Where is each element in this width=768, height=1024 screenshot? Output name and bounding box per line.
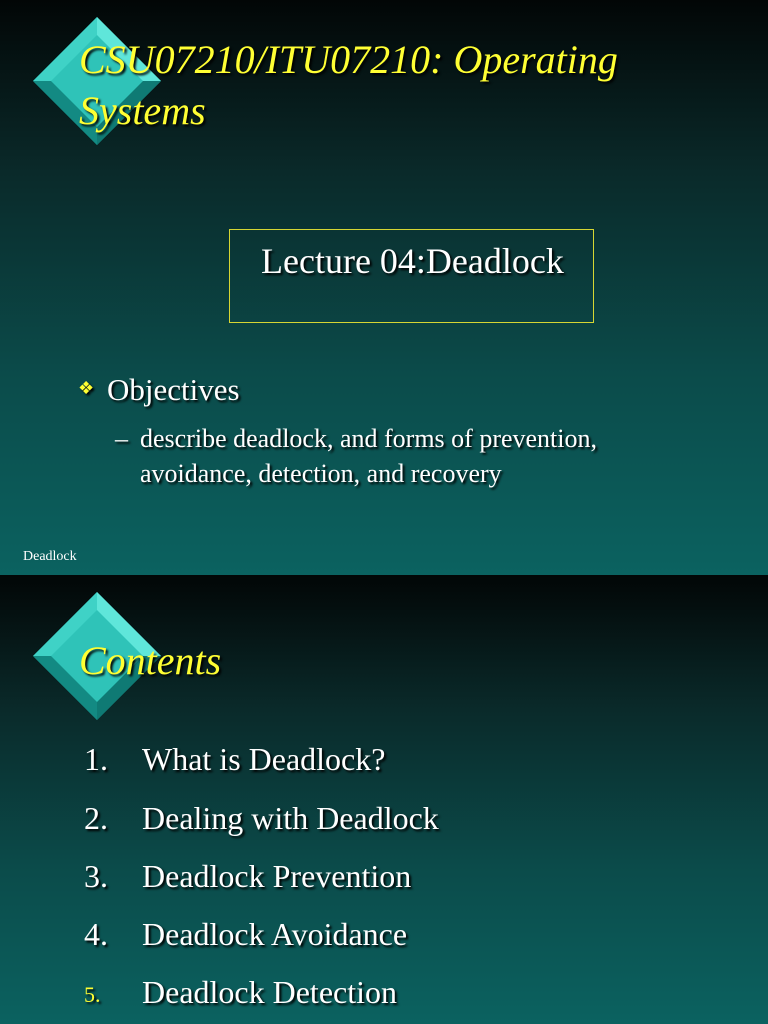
title-line-2: Systems	[79, 88, 206, 133]
slide-title-heading	[79, 34, 618, 136]
list-item-label: Dealing with Deadlock	[142, 800, 439, 836]
objectives-text: Objectives	[107, 372, 240, 407]
sub-bullet-marker: –	[115, 424, 128, 453]
lecture-box	[229, 229, 594, 323]
diamond-bullet-icon: ❖	[78, 378, 95, 398]
list-item-number: 4.	[84, 916, 108, 952]
contents-title: Contents	[79, 638, 222, 683]
sub-bullet-line-1: describe deadlock, and forms of prevention,	[140, 424, 598, 453]
slide-contents	[0, 575, 768, 1024]
lecture-box-text: Lecture 04:Deadlock	[261, 241, 564, 281]
sub-bullet-text	[140, 421, 700, 491]
sub-bullet-line-2: avoidance, detection, and recovery	[140, 459, 502, 488]
list-item-label: Deadlock Avoidance	[142, 916, 408, 952]
title-line-1: CSU07210/ITU07210: Operating	[79, 37, 618, 82]
list-item-label: Deadlock Detection	[142, 974, 397, 1010]
slide-footer: Deadlock	[23, 549, 77, 564]
list-item-number: 2.	[84, 800, 108, 836]
list-item-label: Deadlock Prevention	[142, 858, 412, 894]
list-item-number: 5.	[84, 982, 101, 1007]
list-item-number: 3.	[84, 858, 108, 894]
list-item-number: 1.	[84, 741, 108, 777]
list-item-label: What is Deadlock?	[142, 741, 386, 777]
